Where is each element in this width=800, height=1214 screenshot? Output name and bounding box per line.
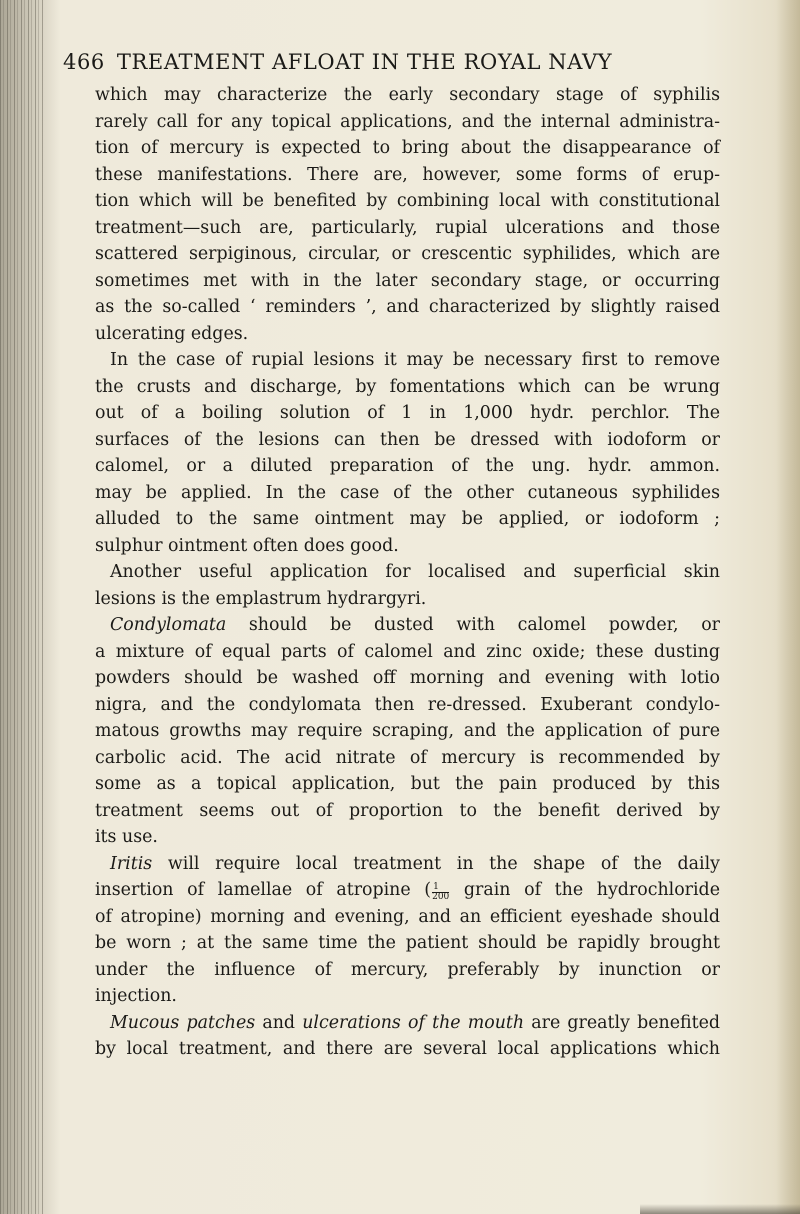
text-line: injection. <box>95 986 177 1006</box>
text-line: some as a topical application, but the pain produced by this <box>95 774 720 794</box>
text-line: out of a boiling solution of 1 in 1,000 hydr. perchlor. The <box>95 403 720 423</box>
text-line: ulcerating edges. <box>95 323 249 344</box>
text-run: will require local treatment in the shape of the daily <box>152 853 720 874</box>
text-line: its use. <box>95 827 158 847</box>
text-line <box>95 877 720 904</box>
running-header <box>63 50 723 74</box>
running-title: TREATMENT AFLOAT IN THE ROYAL NAVY <box>116 50 613 74</box>
paragraph-3 <box>95 559 720 612</box>
text-line: nigra, and the condylomata then re-dressed. Exuberant condylo- <box>95 694 720 715</box>
text-line: In the case of rupial lesions it may be necessary first to remove <box>110 350 720 370</box>
text-line: tion of mercury is expected to bring about the disappearance of <box>95 138 720 158</box>
text-run: are greatly benefited <box>524 1012 720 1033</box>
body-text <box>95 82 720 1063</box>
text-line: alluded to the same ointment may be applied, or iodoform ; <box>95 509 720 529</box>
paragraph-5 <box>95 851 720 1010</box>
text-line: a mixture of equal parts of calomel and zinc oxide; these dusting <box>95 641 720 662</box>
italic-term-ulcerations-mouth: ulcerations of the mouth <box>302 1012 525 1033</box>
paragraph-2 <box>95 347 720 559</box>
text-run: should be dusted with calomel powder, or <box>226 615 720 635</box>
text-line: which may characterize the early secondary stage of syphilis <box>95 85 720 105</box>
page-right-edge <box>776 0 800 1214</box>
text-line: calomel, or a diluted preparation of the ung. hydr. ammon. <box>95 456 720 476</box>
page-number: 466 <box>63 50 105 74</box>
fraction-numerator: 1 <box>432 883 449 893</box>
text-line: treatment seems out of proportion to the benefit derived by <box>95 800 720 821</box>
page-bottom-edge <box>640 1204 800 1214</box>
text-run: and <box>255 1012 303 1033</box>
text-line: powders should be washed off morning and evening with lotio <box>95 668 720 688</box>
italic-term-condylomata: Condylomata <box>110 615 227 635</box>
text-line <box>95 612 720 639</box>
text-line: sulphur ointment often does good. <box>95 535 399 556</box>
text-line: by local treatment, and there are several local applications which <box>95 1039 720 1059</box>
fraction <box>432 883 449 902</box>
text-line <box>95 851 720 878</box>
text-line: of atropine) morning and evening, and an efficient eyeshade should <box>95 906 720 927</box>
text-line: scattered serpiginous, circular, or crescentic syphilides, which are <box>95 244 720 264</box>
text-line: Another useful application for localised and superficial skin <box>110 562 720 582</box>
binding-edge <box>0 0 44 1214</box>
text-run: insertion of lamellae of atropine ( <box>95 880 432 900</box>
text-line: the crusts and discharge, by fomentations which can be wrung <box>95 376 720 397</box>
text-line: these manifestations. There are, however, some forms of erup- <box>95 164 720 185</box>
text-line: be worn ; at the same time the patient should be rapidly brought <box>95 933 720 953</box>
text-line: lesions is the emplastrum hydrargyri. <box>95 588 427 609</box>
text-line: tion which will be benefited by combining local with constitutional <box>95 191 720 211</box>
text-line: surfaces of the lesions can then be dressed with iodoform or <box>95 429 720 450</box>
text-line: as the so-called ‘ reminders ’, and characterized by slightly raised <box>95 297 720 317</box>
paragraph-4 <box>95 612 720 851</box>
text-line: matous growths may require scraping, and the application of pure <box>95 721 720 741</box>
text-line: sometimes met with in the later secondary stage, or occurring <box>95 270 720 291</box>
text-line: carbolic acid. The acid nitrate of mercury is recommended by <box>95 747 720 768</box>
italic-term-iritis: Iritis <box>110 853 153 874</box>
italic-term-mucous-patches: Mucous patches <box>110 1012 256 1033</box>
text-line: treatment—such are, particularly, rupial ulcerations and those <box>95 217 720 238</box>
text-line <box>95 1010 720 1037</box>
paragraph-6 <box>95 1010 720 1063</box>
text-run: grain of the hydrochloride <box>450 880 720 900</box>
paragraph-1 <box>95 82 720 347</box>
text-line: may be applied. In the case of the other cutaneous syphilides <box>95 482 720 503</box>
fraction-denominator: 200 <box>432 892 450 902</box>
text-line: under the influence of mercury, preferably by inunction or <box>95 959 720 980</box>
text-line: rarely call for any topical applications, and the internal administra- <box>95 111 720 132</box>
